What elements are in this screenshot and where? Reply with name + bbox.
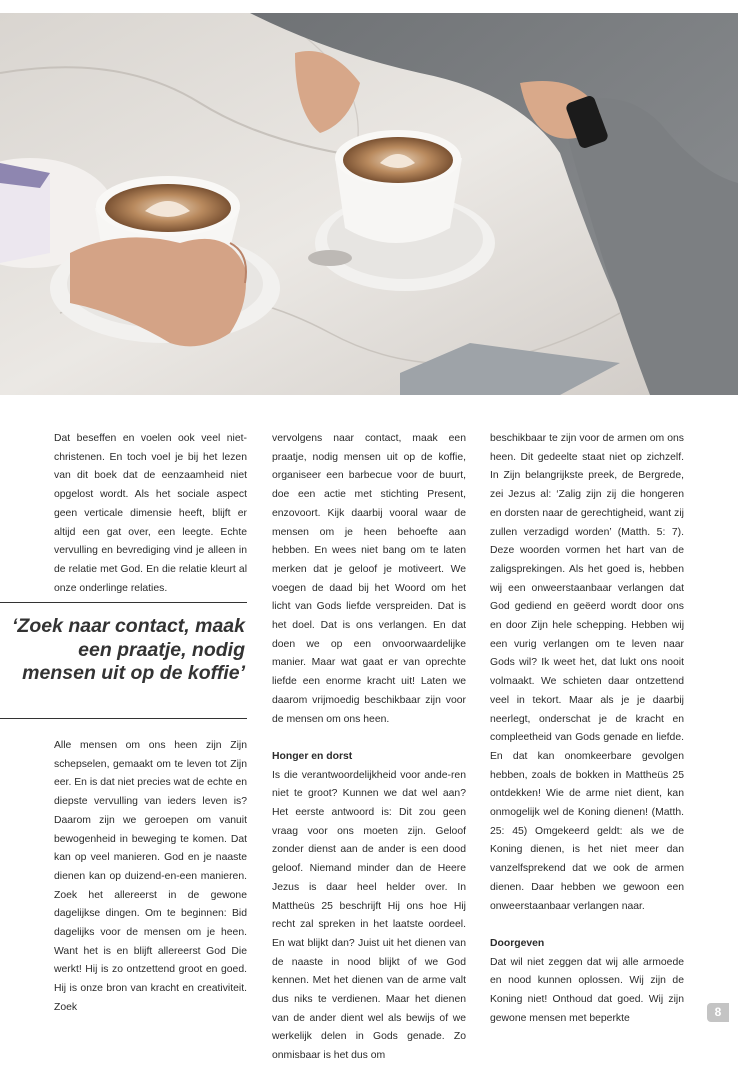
paragraph: beschikbaar te zijn voor de armen om ons heen. Dit gedeelte staat niet op zichzelf. In Zijn belangrijkste preek, de Bergrede, zei Jezus al: ‘Zalig zijn zij die hongeren en dorsten naar de gerechtigheid, want zij zullen verzadigd worden’ (Matth. 5: 7). Deze woorden vormen het hart van de zaligsprekingen. Als het goed is, hebben wij een onweerstaanbaar verlangen dat God gediend en geëerd wordt door ons en door Zijn hele schepping. Hebben wij een vurig verlangen om te leven naar Gods wil? Ik weet het, dat lukt ons nooit volmaakt. We schieten daar ontzettend veel in tekort. Maar als je je daarbij neerlegt, onderschat je de kracht en compleetheid van Gods genade en liefde. En dat kan onomkeerbare gevolgen hebben, zoals de bokken in Mattheüs 25 ontdekken! Wie de arme niet dient, kan onmogelijk wel de Koning dienen! (Matth. 25: 45) Omgekeerd geldt: als we de Koning dienen, is het niet meer dan vanzelfsprekend dat we ook de armen dienen. Daar hebben we gewoon een onweerstaanbaar verlangen naar. (490, 433, 684, 912)
paragraph: Dat beseffen en voelen ook veel niet-christenen. En toch voel je bij het lezen van dit boek dat de eenzaamheid niet opgelost wordt. Als het sociale aspect geen verticale dimensie heeft, blijft er altijd een gat over, een leegte. Echte vervulling en bevrediging vind je alleen in de relatie met God. En die relatie kleurt al onze onderlinge relaties. (54, 433, 247, 594)
paragraph: vervolgens naar contact, maak een praatje, nodig mensen uit op de koffie, organiseer een barbecue voor de buurt, doe een actie met stichting Present, enzovoort. Kijk daarbij vooral waar de mensen om je heen behoefte aan hebben. En wees niet bang om te laten merken dat je geloof je motiveert. We voegen de daad bij het Woord om het licht van Gods liefde verspreiden. Dat is het doel. Dat is ons verlangen. En dat doen we op een onvoorwaardelijke manier. Maar wat gaat er van oprechte liefde een enorme kracht uit! Laten we daarom vrijmoedig beschikbaar zijn voor de mensen om ons heen. (272, 433, 466, 725)
paragraph: Is die verantwoordelijkheid voor ande-ren niet te groot? Kunnen we dat wel aan? Het eerste antwoord is: Dit zou geen vraag voor ons moeten zijn. Geloof zonder dienst aan de ander is een dood geloof. Niemand minder dan de Heere Jezus is daar heel helder over. In Mattheüs 25 beschrijft Hij ons hoe Hij recht zal spreken in het laatste oordeel. En wat blijkt dan? Juist uit het dienen van de naaste in nood blijkt of we God kennen. Met het dienen van de arme valt dus niks te verdienen. Maar het dienen van de ander dient wel als bewijs of we werkelijk delen in Gods genade. Zo onmisbaar is het dus om (272, 769, 466, 1062)
page-number: 8 (707, 1003, 729, 1022)
column-3 (490, 430, 684, 1028)
paragraph: Alle mensen om ons heen zijn Zijn schepselen, gemaakt om te leven tot Zijn eer. En is dat niet precies wat de echte en diepste vervulling van ieders leven is? Daarom zijn we geroepen om vanuit bewogenheid in beweging te komen. Dat kan op veel manieren. God en je naaste dienen kan op duizend-en-een manieren. Zoek het allereerst in de gewone dagelijkse dingen. Om te beginnen: Bid dagelijks voor de mensen om je heen. Want het is en blijft allereerst God Die werkt! Hij is zo ontzettend groot en goed. Hij is onze bron van kracht en creativiteit. Zoek (54, 740, 247, 1013)
section-heading-doorgeven: Doorgeven (490, 937, 545, 949)
section-heading-honger: Honger en dorst (272, 750, 353, 762)
column-2 (272, 430, 466, 1066)
pull-quote-text: ‘Zoek naar contact, maak een praatje, nodig mensen uit op de koffie’ (11, 615, 245, 684)
column-1-bottom (54, 737, 247, 1018)
column-1-top (54, 430, 247, 598)
pull-quote (0, 602, 247, 719)
paragraph: Dat wil niet zeggen dat wij alle armoede en nood kunnen oplossen. Wij zijn de Koning niet! Onthoud dat goed. Wij zijn gewone mensen met beperkte (490, 956, 684, 1024)
header-photo (0, 13, 738, 395)
